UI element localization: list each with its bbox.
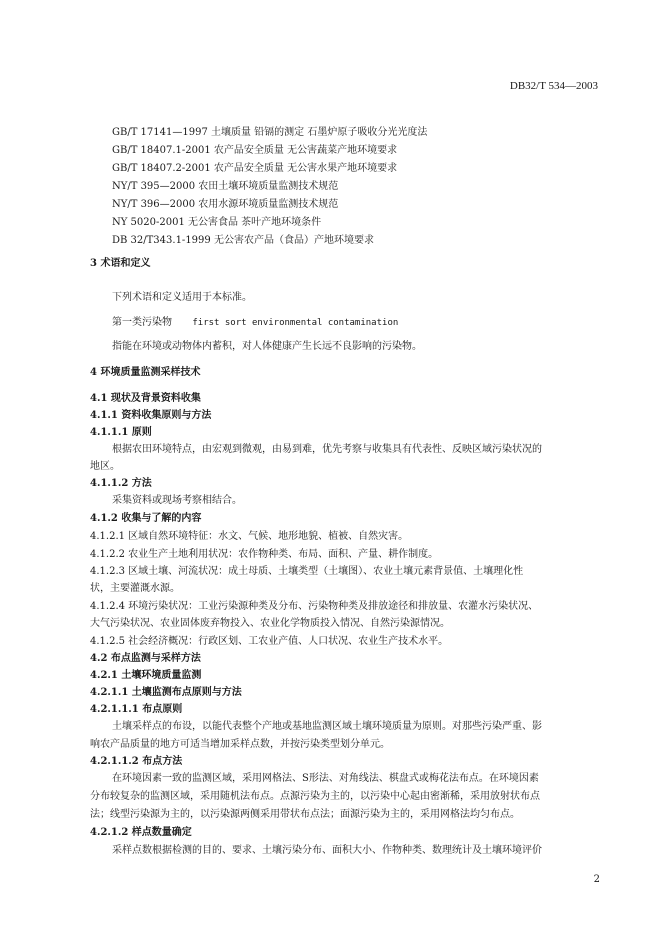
section-3-intro: 下列术语和定义适用于本标准。 [112, 292, 252, 303]
paragraph-line: 根据农田环境特点，由宏观到微观，由易到难，优先考察与收集具有代表性、反映区域污染状况的 [112, 444, 542, 455]
heading-4-1-1-1: 4.1.1.1 原则 [90, 427, 152, 438]
section-3-title: 3 术语和定义 [90, 258, 151, 269]
paragraph-line: 在环境因素一致的监测区域，采用网格法、S形法、对角线法、棋盘式或梅花法布点。在环境因素 [112, 773, 539, 784]
page-number: 2 [593, 874, 600, 885]
reference-item: GB/T 18407.1-2001 农产品安全质量 无公害蔬菜产地环境要求 [112, 145, 398, 156]
heading-4-1: 4.1 现状及背景资料收集 [90, 393, 201, 404]
term-chinese: 第一类污染物 [112, 317, 172, 328]
heading-4-1-2: 4.1.2 收集与了解的内容 [90, 513, 202, 524]
reference-item: NY/T 395—2000 农田土壤环境质量监测技术规范 [112, 181, 339, 192]
reference-item: GB/T 18407.2-2001 农产品安全质量 无公害水果产地环境要求 [112, 163, 398, 174]
heading-4-2-1-2: 4.2.1.2 样点数量确定 [90, 827, 192, 838]
paragraph-line: 响农产品质量的地方可适当增加采样点数，并按污染类型划分单元。 [90, 739, 390, 750]
list-item: 4.1.2.4 环境污染状况：工业污染源种类及分布、污染物种类及排放途径和排放量、农灌水污染状况、 [90, 601, 539, 612]
list-item: 4.1.2.5 社会经济概况：行政区划、工农业产值、人口状况、农业生产技术水平。 [90, 636, 449, 647]
reference-item: NY 5020-2001 无公害食品 茶叶产地环境条件 [112, 217, 322, 228]
section-4-title: 4 环境质量监测采样技术 [90, 367, 201, 378]
term-definition: 指能在环境或动物体内蓄积，对人体健康产生长远不良影响的污染物。 [112, 341, 422, 352]
paragraph-line: 土壤采样点的布设，以能代表整个产地或基地监测区域土壤环境质量为原则。对那些污染严重、影 [112, 721, 542, 732]
heading-4-2-1-1-1: 4.2.1.1.1 布点原则 [90, 704, 183, 715]
heading-4-2-1: 4.2.1 土壤环境质量监测 [90, 670, 202, 681]
heading-4-1-1: 4.1.1 资料收集原则与方法 [90, 410, 212, 421]
list-item: 4.1.2.1 区域自然环境特征：水文、气候、地形地貌、植被、自然灾害。 [90, 531, 409, 542]
normative-references-list [112, 124, 592, 250]
list-item: 4.1.2.2 农业生产土地利用状况：农作物种类、布局、面积、产量、耕作制度。 [90, 549, 439, 560]
heading-4-2: 4.2 布点监测与采样方法 [90, 653, 201, 664]
list-item: 4.1.2.3 区域土壤、河流状况：成土母质、土壤类型（土壤图）、农业土壤元素背景值、土壤理化性 [90, 566, 524, 577]
reference-item: NY/T 396—2000 农用水源环境质量监测技术规范 [112, 199, 339, 210]
list-item-continuation: 大气污染状况、农业固体废弃物投入、农业化学物质投入情况、自然污染源情况。 [90, 618, 450, 629]
standard-code: DB32/T 534—2003 [509, 80, 598, 92]
paragraph-line: 地区。 [90, 461, 120, 472]
paragraph-line: 法；线型污染源为主的，以污染源两侧采用带状布点法；面源污染为主的，采用网格法均匀布点。 [90, 809, 520, 820]
heading-4-2-1-1-2: 4.2.1.1.2 布点方法 [90, 756, 183, 767]
reference-item: GB/T 17141—1997 土壤质量 铅镉的测定 石墨炉原子吸收分光光度法 [112, 127, 428, 138]
paragraph-line: 采集资料或现场考察相结合。 [112, 495, 242, 506]
paragraph-line: 分布较复杂的监测区域，采用随机法布点。点源污染为主的，以污染中心起由密渐稀，采用放射状布点 [90, 791, 540, 802]
list-item-continuation: 状，主要灌溉水源。 [90, 583, 180, 594]
term-entry [112, 316, 608, 330]
heading-4-2-1-1: 4.2.1.1 土壤监测布点原则与方法 [90, 687, 242, 698]
paragraph-line: 采样点数根据检测的目的、要求、土壤污染分布、面积大小、作物种类、数理统计及土壤环境评价 [112, 845, 542, 856]
reference-item: DB 32/T343.1-1999 无公害农产品（食品）产地环境要求 [112, 235, 374, 246]
term-english: first sort environmental contamination [192, 318, 399, 328]
heading-4-1-1-2: 4.1.1.2 方法 [90, 478, 152, 489]
